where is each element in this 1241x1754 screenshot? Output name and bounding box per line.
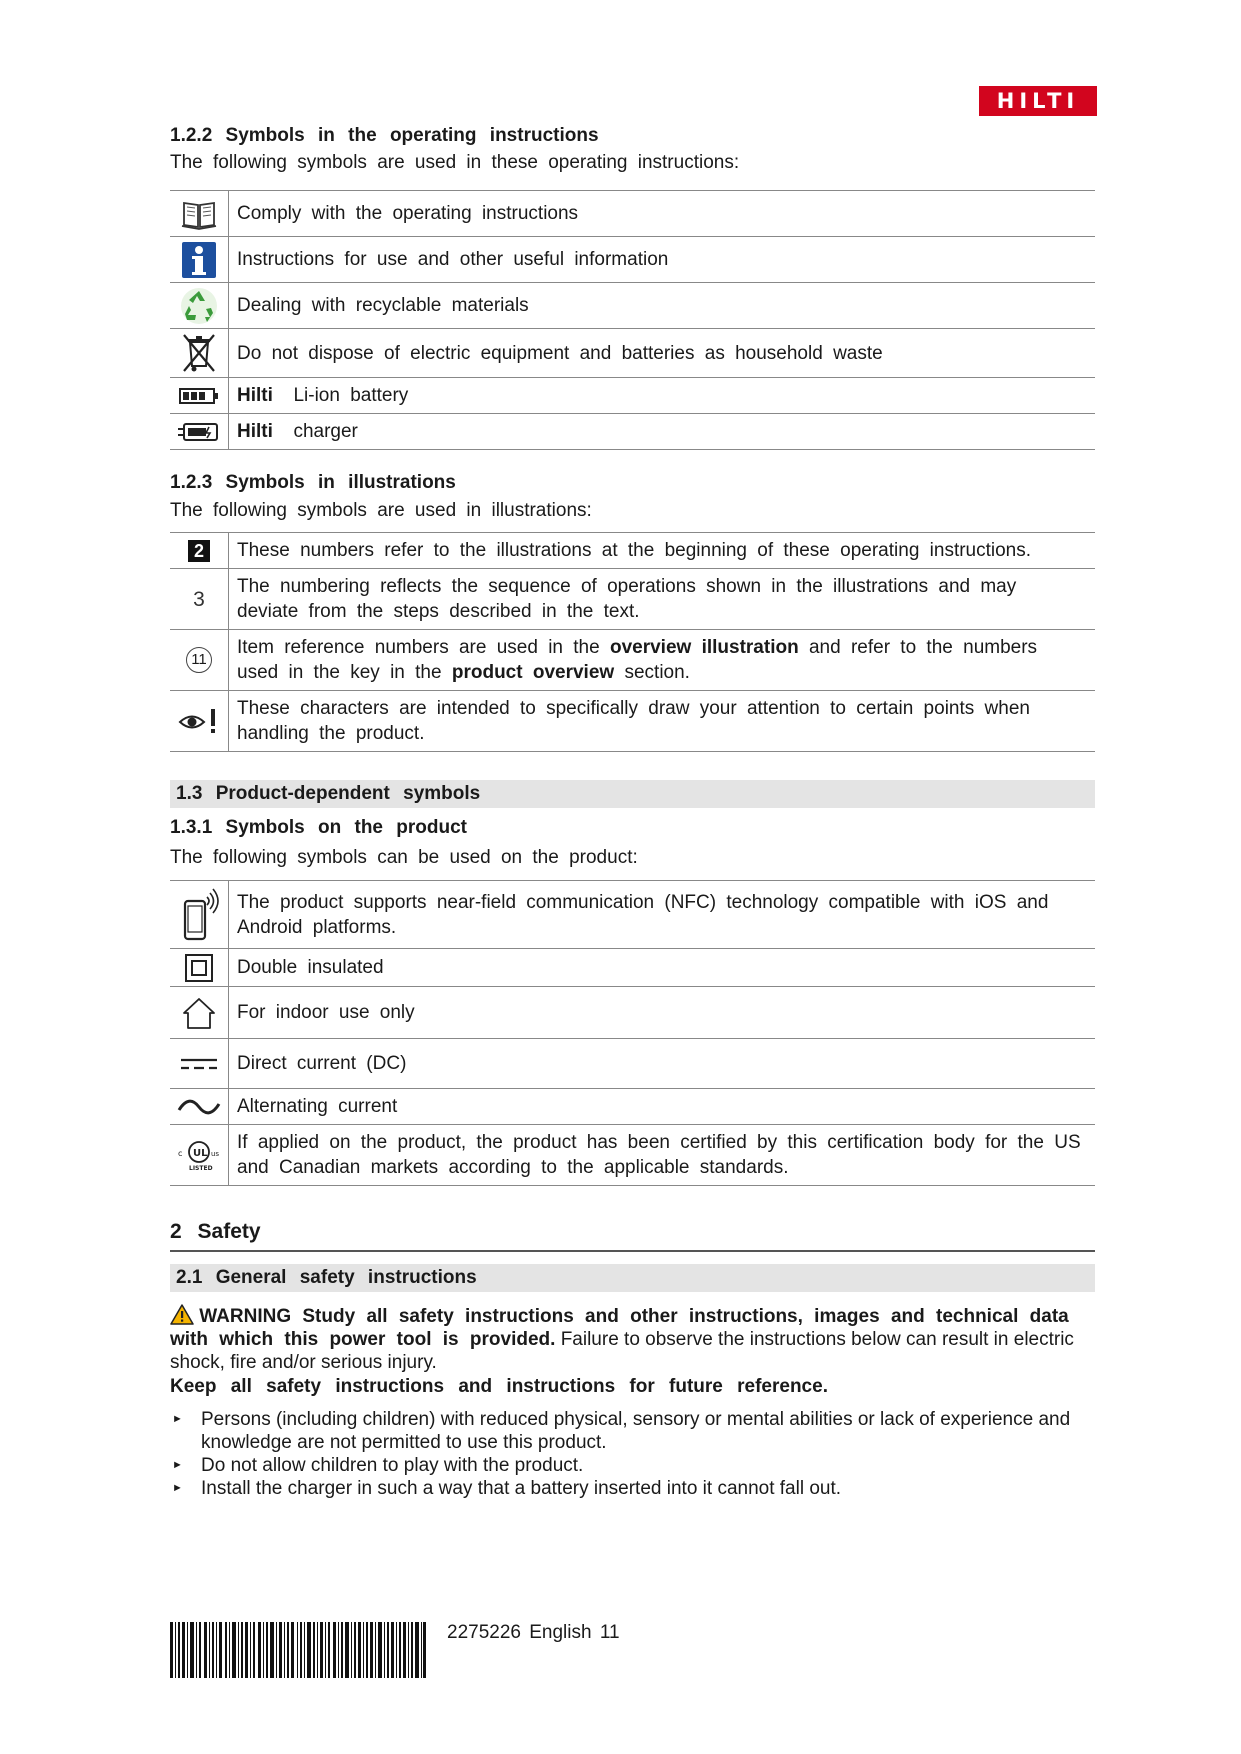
footer-text — [447, 1622, 620, 1644]
table-row — [170, 987, 1095, 1039]
battery-icon — [170, 378, 229, 414]
table-cell: These numbers refer to the illustrations at the beginning of these operating instructions. — [229, 533, 1096, 569]
section-1-3-1-intro: The following symbols can be used on the product: — [170, 847, 638, 868]
list-item: ► Do not allow children to play with the product. — [172, 1455, 584, 1476]
svg-text:us: us — [211, 1150, 220, 1158]
house-icon — [170, 987, 229, 1039]
warning-bold-text: WARNING Study all safety instructions and other instructions, images and technical data with which this power tool is provided. — [170, 1306, 1069, 1350]
illustration-symbols-table — [170, 532, 1095, 752]
table-cell: Do not dispose of electric equipment and batteries as household waste — [229, 329, 1096, 378]
table-cell: Dealing with recyclable materials — [229, 283, 1096, 329]
table-row — [170, 630, 1095, 691]
attention-eye-icon — [170, 691, 229, 752]
page-number: 11 — [599, 1622, 620, 1643]
warning-triangle-icon — [170, 1304, 194, 1325]
table-row — [170, 237, 1095, 283]
brand-label: Hilti — [237, 421, 273, 442]
table-row — [170, 414, 1095, 450]
section-1-2-3-intro: The following symbols are used in illustrations: — [170, 500, 592, 521]
recycle-icon — [170, 283, 229, 329]
nfc-phone-icon — [170, 881, 229, 949]
table-cell: If applied on the product, the product has been certified by this certification body for the US and Canadian markets according to the applicable standards. — [229, 1125, 1096, 1186]
table-row — [170, 881, 1095, 949]
table-row — [170, 533, 1095, 569]
manual-book-icon — [170, 191, 229, 237]
safety-bullet-list — [170, 1408, 1095, 1500]
table-row — [170, 1125, 1095, 1186]
table-cell: The numbering reflects the sequence of operations shown in the illustrations and may deviate from the steps described in the text. — [229, 569, 1096, 630]
brand-label: Hilti — [237, 385, 273, 406]
table-row — [170, 1039, 1095, 1089]
ul-listed-icon — [170, 1125, 229, 1186]
table-cell — [229, 414, 1096, 450]
section-1-3-1-heading: 1.3.1 Symbols on the product — [170, 817, 467, 838]
table-row — [170, 329, 1095, 378]
section-1-2-2-intro: The following symbols are used in these operating instructions: — [170, 152, 740, 173]
table-cell: Alternating current — [229, 1089, 1096, 1125]
operating-symbols-table — [170, 190, 1095, 450]
section-1-2-3-heading: 1.2.3 Symbols in illustrations — [170, 472, 456, 493]
table-row — [170, 191, 1095, 237]
section-2-heading: 2 Safety — [170, 1220, 1095, 1252]
table-row — [170, 283, 1095, 329]
table-cell: Double insulated — [229, 949, 1096, 987]
table-cell: These characters are intended to specifically draw your attention to certain points when handling the product. — [229, 691, 1096, 752]
table-row — [170, 691, 1095, 752]
row-text: charger — [293, 421, 358, 442]
section-1-2-2-heading: 1.2.2 Symbols in the operating instructions — [170, 125, 599, 146]
table-cell: Item reference numbers are used in the overview illustration and refer to the numbers used in the key in the product overview section. — [229, 630, 1096, 691]
page-content — [170, 125, 1095, 1500]
bullet-arrow-icon: ► — [172, 1413, 183, 1425]
bullet-arrow-icon: ► — [172, 1482, 183, 1494]
table-cell: For indoor use only — [229, 987, 1096, 1039]
item-number-icon: 11 — [170, 630, 229, 691]
list-item: ► Persons (including children) with reduced physical, sensory or mental abilities or lack of experience and knowledge are not permitted to use this product. — [172, 1409, 1071, 1453]
info-icon — [170, 237, 229, 283]
alternating-current-icon — [170, 1089, 229, 1125]
barcode-icon — [170, 1622, 426, 1678]
step-number-icon: 3 — [170, 569, 229, 630]
svg-text:UL: UL — [193, 1148, 208, 1159]
charger-icon — [170, 414, 229, 450]
table-row — [170, 569, 1095, 630]
table-cell: Instructions for use and other useful information — [229, 237, 1096, 283]
double-insulated-icon — [170, 949, 229, 987]
svg-text:c: c — [178, 1149, 183, 1158]
table-row — [170, 1089, 1095, 1125]
list-item: ► Install the charger in such a way that a battery inserted into it cannot fall out. — [172, 1478, 842, 1499]
crossed-bin-icon — [170, 329, 229, 378]
bullet-arrow-icon: ► — [172, 1459, 183, 1471]
table-cell: The product supports near-field communication (NFC) technology compatible with iOS and Android platforms. — [229, 881, 1096, 949]
warning-text: Failure to observe the instructions below can result in electric shock, fire and/or serious injury. — [170, 1329, 1074, 1373]
table-cell — [229, 378, 1096, 414]
table-cell: Direct current (DC) — [229, 1039, 1096, 1089]
direct-current-icon — [170, 1039, 229, 1089]
row-text: Li-ion battery — [293, 385, 409, 406]
footer-language: English — [529, 1622, 592, 1643]
section-1-3-heading: 1.3 Product-dependent symbols — [170, 780, 1095, 808]
table-row — [170, 378, 1095, 414]
keep-instructions: Keep all safety instructions and instructions for future reference. — [170, 1376, 828, 1397]
figure-number-icon: 2 — [170, 533, 229, 569]
svg-text:LISTED: LISTED — [189, 1165, 213, 1172]
doc-number: 2275226 — [447, 1622, 521, 1643]
section-2-1-heading: 2.1 General safety instructions — [170, 1264, 1095, 1292]
product-symbols-table — [170, 880, 1095, 1186]
table-row — [170, 949, 1095, 987]
table-cell: Comply with the operating instructions — [229, 191, 1096, 237]
hilti-logo: HILTI — [979, 86, 1097, 116]
warning-paragraph — [170, 1304, 1095, 1374]
